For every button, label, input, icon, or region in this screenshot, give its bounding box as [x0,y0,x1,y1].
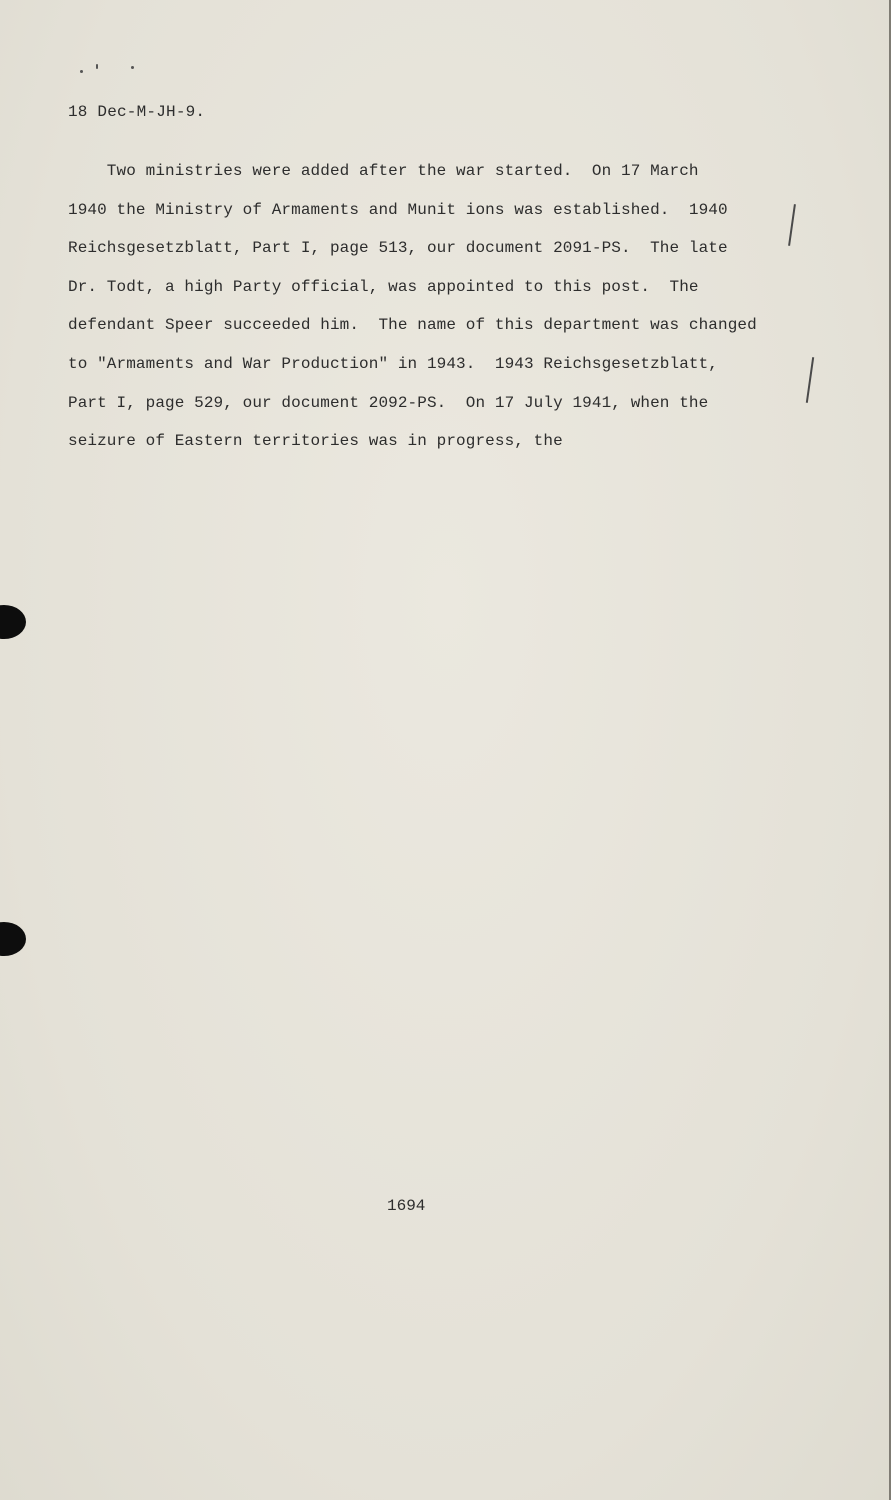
punch-hole [0,605,26,639]
punch-hole [0,922,26,956]
document-id: 18 Dec-M-JH-9. [68,103,206,121]
margin-mark [806,357,814,403]
body-line: 1940 the Ministry of Armaments and Munit ions was established. 1940 [68,201,728,219]
ink-speck [131,66,134,69]
body-line: to "Armaments and War Production" in 1943. 1943 Reichsgesetzblatt, [68,355,719,373]
ink-speck [80,70,83,73]
ink-speck [96,64,98,69]
body-line: Part I, page 529, our document 2092-PS. On 17 July 1941, when the [68,394,709,412]
body-line: Dr. Todt, a high Party official, was appointed to this post. The [68,278,699,296]
body-line: seizure of Eastern territories was in progress, the [68,432,563,450]
body-line: Reichsgesetzblatt, Part I, page 513, our document 2091-PS. The late [68,239,728,257]
body-line: Two ministries were added after the war started. On 17 March [68,162,699,180]
page-number: 1694 [387,1197,426,1215]
margin-mark [788,204,796,246]
body-line: defendant Speer succeeded him. The name of this department was changed [68,316,757,334]
